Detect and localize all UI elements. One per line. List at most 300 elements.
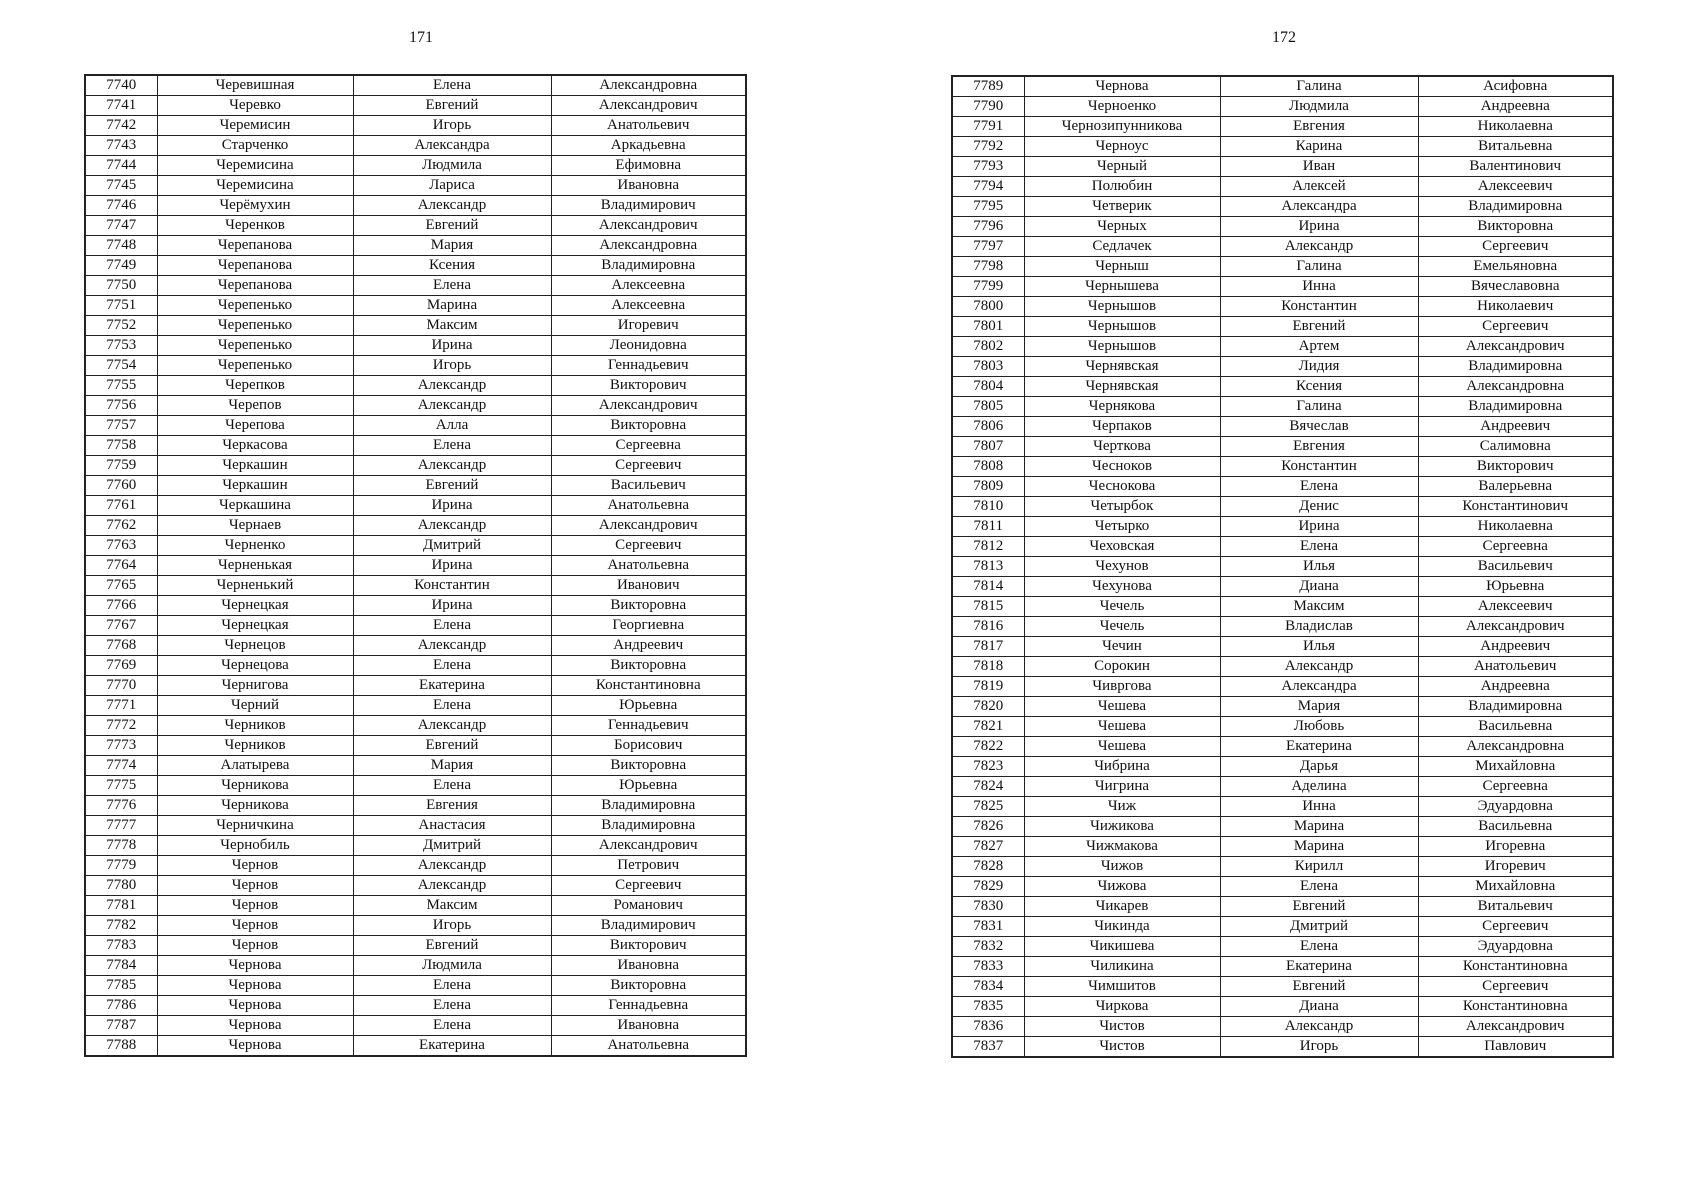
- table-row: [952, 217, 1613, 237]
- patronymic-cell: Александрович: [1418, 1017, 1613, 1037]
- patronymic-cell: Викторович: [1418, 457, 1613, 477]
- first-name-cell: Алексей: [1220, 177, 1418, 197]
- row-number-cell: 7753: [85, 336, 157, 356]
- patronymic-cell: Михайловна: [1418, 757, 1613, 777]
- table-row: [952, 437, 1613, 457]
- table-row: [952, 117, 1613, 137]
- row-number-cell: 7758: [85, 436, 157, 456]
- surname-cell: Черемисин: [157, 116, 353, 136]
- table-row: [952, 657, 1613, 677]
- patronymic-cell: Алексеевна: [551, 296, 746, 316]
- row-number-cell: 7741: [85, 96, 157, 116]
- row-number-cell: 7747: [85, 216, 157, 236]
- row-number-cell: 7811: [952, 517, 1024, 537]
- first-name-cell: Людмила: [1220, 97, 1418, 117]
- row-number-cell: 7821: [952, 717, 1024, 737]
- first-name-cell: Александра: [353, 136, 551, 156]
- patronymic-cell: Александрович: [551, 96, 746, 116]
- first-name-cell: Инна: [1220, 277, 1418, 297]
- first-name-cell: Людмила: [353, 156, 551, 176]
- register-table-right: [951, 75, 1614, 1058]
- first-name-cell: Александр: [353, 876, 551, 896]
- surname-cell: Чернецова: [157, 656, 353, 676]
- table-row: [952, 417, 1613, 437]
- table-row: [952, 397, 1613, 417]
- row-number-cell: 7791: [952, 117, 1024, 137]
- table-row: [85, 196, 746, 216]
- table-row: [85, 936, 746, 956]
- patronymic-cell: Иванович: [551, 576, 746, 596]
- row-number-cell: 7809: [952, 477, 1024, 497]
- table-row: [952, 577, 1613, 597]
- table-row: [952, 737, 1613, 757]
- row-number-cell: 7769: [85, 656, 157, 676]
- patronymic-cell: Владимировна: [551, 256, 746, 276]
- row-number-cell: 7831: [952, 917, 1024, 937]
- surname-cell: Чиркова: [1024, 997, 1220, 1017]
- table-row: [952, 97, 1613, 117]
- row-number-cell: 7743: [85, 136, 157, 156]
- table-row: [85, 75, 746, 96]
- surname-cell: Чивргова: [1024, 677, 1220, 697]
- patronymic-cell: Николаевна: [1418, 117, 1613, 137]
- surname-cell: Чимшитов: [1024, 977, 1220, 997]
- first-name-cell: Артем: [1220, 337, 1418, 357]
- surname-cell: Чикинда: [1024, 917, 1220, 937]
- surname-cell: Чернозипунникова: [1024, 117, 1220, 137]
- patronymic-cell: Сергеевна: [1418, 777, 1613, 797]
- patronymic-cell: Викторовна: [551, 756, 746, 776]
- patronymic-cell: Алексеевич: [1418, 597, 1613, 617]
- patronymic-cell: Александровна: [1418, 377, 1613, 397]
- table-row: [85, 1036, 746, 1057]
- patronymic-cell: Сергеевна: [551, 436, 746, 456]
- surname-cell: Черепенько: [157, 316, 353, 336]
- first-name-cell: Елена: [353, 696, 551, 716]
- row-number-cell: 7835: [952, 997, 1024, 1017]
- surname-cell: Чеснокова: [1024, 477, 1220, 497]
- table-row: [952, 977, 1613, 997]
- row-number-cell: 7788: [85, 1036, 157, 1057]
- row-number-cell: 7751: [85, 296, 157, 316]
- table-row: [85, 216, 746, 236]
- row-number-cell: 7834: [952, 977, 1024, 997]
- row-number-cell: 7766: [85, 596, 157, 616]
- row-number-cell: 7762: [85, 516, 157, 536]
- row-number-cell: 7818: [952, 657, 1024, 677]
- first-name-cell: Елена: [353, 276, 551, 296]
- row-number-cell: 7796: [952, 217, 1024, 237]
- table-row: [85, 876, 746, 896]
- patronymic-cell: Сергеевич: [1418, 237, 1613, 257]
- row-number-cell: 7819: [952, 677, 1024, 697]
- patronymic-cell: Анатольевич: [1418, 657, 1613, 677]
- surname-cell: Чернявская: [1024, 357, 1220, 377]
- first-name-cell: Игорь: [353, 916, 551, 936]
- patronymic-cell: Сергеевич: [1418, 317, 1613, 337]
- patronymic-cell: Сергеевна: [1418, 537, 1613, 557]
- row-number-cell: 7783: [85, 936, 157, 956]
- row-number-cell: 7748: [85, 236, 157, 256]
- patronymic-cell: Борисович: [551, 736, 746, 756]
- surname-cell: Черкашин: [157, 476, 353, 496]
- surname-cell: Чиликина: [1024, 957, 1220, 977]
- first-name-cell: Евгений: [1220, 897, 1418, 917]
- surname-cell: Чижова: [1024, 877, 1220, 897]
- first-name-cell: Ксения: [1220, 377, 1418, 397]
- patronymic-cell: Романович: [551, 896, 746, 916]
- patronymic-cell: Владимировна: [1418, 357, 1613, 377]
- surname-cell: Черненко: [157, 536, 353, 556]
- first-name-cell: Мария: [353, 236, 551, 256]
- table-row: [85, 496, 746, 516]
- table-row: [952, 837, 1613, 857]
- table-row: [85, 676, 746, 696]
- surname-cell: Чернаев: [157, 516, 353, 536]
- patronymic-cell: Константиновна: [551, 676, 746, 696]
- row-number-cell: 7754: [85, 356, 157, 376]
- patronymic-cell: Владимировна: [551, 816, 746, 836]
- table-row: [952, 697, 1613, 717]
- row-number-cell: 7804: [952, 377, 1024, 397]
- patronymic-cell: Андреевич: [551, 636, 746, 656]
- surname-cell: Чигрина: [1024, 777, 1220, 797]
- surname-cell: Чехунова: [1024, 577, 1220, 597]
- row-number-cell: 7763: [85, 536, 157, 556]
- patronymic-cell: Юрьевна: [551, 776, 746, 796]
- row-number-cell: 7823: [952, 757, 1024, 777]
- surname-cell: Четверик: [1024, 197, 1220, 217]
- patronymic-cell: Салимовна: [1418, 437, 1613, 457]
- first-name-cell: Александр: [1220, 1017, 1418, 1037]
- first-name-cell: Лидия: [1220, 357, 1418, 377]
- surname-cell: Черных: [1024, 217, 1220, 237]
- surname-cell: Чернецкая: [157, 616, 353, 636]
- patronymic-cell: Емельяновна: [1418, 257, 1613, 277]
- first-name-cell: Евгений: [1220, 977, 1418, 997]
- patronymic-cell: Александрович: [551, 216, 746, 236]
- surname-cell: Черникова: [157, 776, 353, 796]
- patronymic-cell: Витальевна: [1418, 137, 1613, 157]
- first-name-cell: Марина: [1220, 817, 1418, 837]
- first-name-cell: Елена: [353, 436, 551, 456]
- first-name-cell: Аделина: [1220, 777, 1418, 797]
- table-row: [85, 716, 746, 736]
- patronymic-cell: Владимировна: [1418, 197, 1613, 217]
- table-row: [85, 536, 746, 556]
- patronymic-cell: Ефимовна: [551, 156, 746, 176]
- patronymic-cell: Эдуардовна: [1418, 937, 1613, 957]
- surname-cell: Чечель: [1024, 617, 1220, 637]
- first-name-cell: Евгения: [1220, 117, 1418, 137]
- row-number-cell: 7774: [85, 756, 157, 776]
- patronymic-cell: Сергеевич: [1418, 917, 1613, 937]
- row-number-cell: 7784: [85, 956, 157, 976]
- row-number-cell: 7759: [85, 456, 157, 476]
- surname-cell: Черничкина: [157, 816, 353, 836]
- row-number-cell: 7797: [952, 237, 1024, 257]
- patronymic-cell: Андреевна: [1418, 677, 1613, 697]
- row-number-cell: 7780: [85, 876, 157, 896]
- surname-cell: Чесноков: [1024, 457, 1220, 477]
- table-row: [952, 297, 1613, 317]
- first-name-cell: Елена: [1220, 877, 1418, 897]
- patronymic-cell: Васильевич: [551, 476, 746, 496]
- patronymic-cell: Владимирович: [551, 916, 746, 936]
- surname-cell: Черников: [157, 736, 353, 756]
- surname-cell: Черноенко: [1024, 97, 1220, 117]
- surname-cell: Чикарев: [1024, 897, 1220, 917]
- patronymic-cell: Александрович: [551, 836, 746, 856]
- row-number-cell: 7775: [85, 776, 157, 796]
- first-name-cell: Евгения: [353, 796, 551, 816]
- table-row: [85, 836, 746, 856]
- surname-cell: Четырбок: [1024, 497, 1220, 517]
- first-name-cell: Елена: [353, 776, 551, 796]
- row-number-cell: 7742: [85, 116, 157, 136]
- first-name-cell: Диана: [1220, 997, 1418, 1017]
- patronymic-cell: Сергеевич: [551, 536, 746, 556]
- surname-cell: Полюбин: [1024, 177, 1220, 197]
- first-name-cell: Ирина: [1220, 517, 1418, 537]
- table-row: [85, 756, 746, 776]
- surname-cell: Чешева: [1024, 737, 1220, 757]
- surname-cell: Чиж: [1024, 797, 1220, 817]
- first-name-cell: Илья: [1220, 637, 1418, 657]
- surname-cell: Чеховская: [1024, 537, 1220, 557]
- first-name-cell: Елена: [353, 976, 551, 996]
- patronymic-cell: Сергеевич: [1418, 977, 1613, 997]
- first-name-cell: Дмитрий: [353, 536, 551, 556]
- table-row: [85, 596, 746, 616]
- patronymic-cell: Павлович: [1418, 1037, 1613, 1058]
- patronymic-cell: Игоревич: [551, 316, 746, 336]
- patronymic-cell: Анатольевич: [551, 116, 746, 136]
- row-number-cell: 7757: [85, 416, 157, 436]
- row-number-cell: 7740: [85, 75, 157, 96]
- first-name-cell: Диана: [1220, 577, 1418, 597]
- surname-cell: Чернышева: [1024, 277, 1220, 297]
- first-name-cell: Александр: [353, 456, 551, 476]
- row-number-cell: 7826: [952, 817, 1024, 837]
- surname-cell: Чернецов: [157, 636, 353, 656]
- table-row: [952, 457, 1613, 477]
- table-row: [952, 337, 1613, 357]
- row-number-cell: 7786: [85, 996, 157, 1016]
- first-name-cell: Дмитрий: [353, 836, 551, 856]
- surname-cell: Черникова: [157, 796, 353, 816]
- row-number-cell: 7778: [85, 836, 157, 856]
- first-name-cell: Ирина: [353, 596, 551, 616]
- row-number-cell: 7752: [85, 316, 157, 336]
- first-name-cell: Мария: [353, 756, 551, 776]
- row-number-cell: 7806: [952, 417, 1024, 437]
- row-number-cell: 7822: [952, 737, 1024, 757]
- table-row: [85, 576, 746, 596]
- surname-cell: Чернецкая: [157, 596, 353, 616]
- table-row: [85, 556, 746, 576]
- patronymic-cell: Александрович: [1418, 617, 1613, 637]
- patronymic-cell: Юрьевна: [551, 696, 746, 716]
- row-number-cell: 7777: [85, 816, 157, 836]
- table-row: [85, 516, 746, 536]
- row-number-cell: 7756: [85, 396, 157, 416]
- page-number-right: 172: [1272, 29, 1296, 46]
- first-name-cell: Марина: [1220, 837, 1418, 857]
- patronymic-cell: Ивановна: [551, 956, 746, 976]
- table-row: [85, 916, 746, 936]
- patronymic-cell: Владимировна: [1418, 397, 1613, 417]
- surname-cell: Седлачек: [1024, 237, 1220, 257]
- first-name-cell: Елена: [1220, 477, 1418, 497]
- table-row: [85, 696, 746, 716]
- table-row: [952, 557, 1613, 577]
- surname-cell: Чернышов: [1024, 297, 1220, 317]
- row-number-cell: 7798: [952, 257, 1024, 277]
- first-name-cell: Владислав: [1220, 617, 1418, 637]
- row-number-cell: 7816: [952, 617, 1024, 637]
- first-name-cell: Александр: [353, 716, 551, 736]
- table-row: [952, 257, 1613, 277]
- row-number-cell: 7828: [952, 857, 1024, 877]
- table-row: [952, 537, 1613, 557]
- surname-cell: Черенков: [157, 216, 353, 236]
- first-name-cell: Александра: [1220, 197, 1418, 217]
- table-row: [85, 476, 746, 496]
- patronymic-cell: Александрович: [1418, 337, 1613, 357]
- patronymic-cell: Васильевич: [1418, 557, 1613, 577]
- surname-cell: Чикишева: [1024, 937, 1220, 957]
- surname-cell: Черепенько: [157, 296, 353, 316]
- table-row: [952, 477, 1613, 497]
- surname-cell: Чернышов: [1024, 337, 1220, 357]
- first-name-cell: Екатерина: [353, 676, 551, 696]
- row-number-cell: 7755: [85, 376, 157, 396]
- table-row: [85, 796, 746, 816]
- first-name-cell: Константин: [1220, 457, 1418, 477]
- first-name-cell: Елена: [353, 1016, 551, 1036]
- table-row: [952, 937, 1613, 957]
- first-name-cell: Евгения: [1220, 437, 1418, 457]
- table-row: [952, 76, 1613, 97]
- surname-cell: Черненькая: [157, 556, 353, 576]
- table-row: [952, 1017, 1613, 1037]
- table-row: [952, 617, 1613, 637]
- first-name-cell: Игорь: [353, 116, 551, 136]
- first-name-cell: Александра: [1220, 677, 1418, 697]
- first-name-cell: Елена: [353, 656, 551, 676]
- table-row: [952, 797, 1613, 817]
- table-row: [85, 316, 746, 336]
- table-row: [85, 1016, 746, 1036]
- patronymic-cell: Александрович: [551, 516, 746, 536]
- table-row: [952, 157, 1613, 177]
- table-row: [85, 656, 746, 676]
- first-name-cell: Ирина: [353, 496, 551, 516]
- first-name-cell: Дмитрий: [1220, 917, 1418, 937]
- table-row: [952, 137, 1613, 157]
- row-number-cell: 7801: [952, 317, 1024, 337]
- table-row: [85, 776, 746, 796]
- patronymic-cell: Владимировна: [551, 796, 746, 816]
- patronymic-cell: Игоревич: [1418, 857, 1613, 877]
- first-name-cell: Мария: [1220, 697, 1418, 717]
- patronymic-cell: Владимировна: [1418, 697, 1613, 717]
- patronymic-cell: Александрович: [551, 396, 746, 416]
- surname-cell: Чибрина: [1024, 757, 1220, 777]
- patronymic-cell: Геннадьевич: [551, 356, 746, 376]
- patronymic-cell: Сергеевич: [551, 876, 746, 896]
- table-row: [85, 976, 746, 996]
- patronymic-cell: Константиновна: [1418, 997, 1613, 1017]
- row-number-cell: 7768: [85, 636, 157, 656]
- row-number-cell: 7771: [85, 696, 157, 716]
- surname-cell: Чистов: [1024, 1017, 1220, 1037]
- surname-cell: Черный: [1024, 157, 1220, 177]
- surname-cell: Черёмухин: [157, 196, 353, 216]
- first-name-cell: Александр: [353, 376, 551, 396]
- first-name-cell: Екатерина: [1220, 737, 1418, 757]
- surname-cell: Черкасова: [157, 436, 353, 456]
- table-row: [85, 96, 746, 116]
- row-number-cell: 7817: [952, 637, 1024, 657]
- first-name-cell: Максим: [1220, 597, 1418, 617]
- patronymic-cell: Викторовна: [551, 656, 746, 676]
- surname-cell: Черкашина: [157, 496, 353, 516]
- patronymic-cell: Валентинович: [1418, 157, 1613, 177]
- first-name-cell: Максим: [353, 316, 551, 336]
- surname-cell: Чехунов: [1024, 557, 1220, 577]
- first-name-cell: Марина: [353, 296, 551, 316]
- first-name-cell: Александр: [1220, 237, 1418, 257]
- row-number-cell: 7764: [85, 556, 157, 576]
- first-name-cell: Алла: [353, 416, 551, 436]
- patronymic-cell: Викторович: [551, 936, 746, 956]
- first-name-cell: Евгений: [353, 936, 551, 956]
- row-number-cell: 7772: [85, 716, 157, 736]
- row-number-cell: 7800: [952, 297, 1024, 317]
- row-number-cell: 7807: [952, 437, 1024, 457]
- first-name-cell: Любовь: [1220, 717, 1418, 737]
- table-row: [952, 997, 1613, 1017]
- row-number-cell: 7803: [952, 357, 1024, 377]
- patronymic-cell: Эдуардовна: [1418, 797, 1613, 817]
- row-number-cell: 7799: [952, 277, 1024, 297]
- patronymic-cell: Васильевна: [1418, 717, 1613, 737]
- first-name-cell: Елена: [1220, 937, 1418, 957]
- patronymic-cell: Георгиевна: [551, 616, 746, 636]
- patronymic-cell: Ивановна: [551, 176, 746, 196]
- patronymic-cell: Асифовна: [1418, 76, 1613, 97]
- first-name-cell: Константин: [353, 576, 551, 596]
- table-row: [952, 637, 1613, 657]
- table-row: [952, 497, 1613, 517]
- surname-cell: Чешева: [1024, 697, 1220, 717]
- row-number-cell: 7825: [952, 797, 1024, 817]
- surname-cell: Черепанова: [157, 256, 353, 276]
- row-number-cell: 7745: [85, 176, 157, 196]
- table-row: [952, 817, 1613, 837]
- first-name-cell: Екатерина: [353, 1036, 551, 1057]
- table-row: [85, 296, 746, 316]
- patronymic-cell: Викторовна: [551, 976, 746, 996]
- row-number-cell: 7750: [85, 276, 157, 296]
- patronymic-cell: Аркадьевна: [551, 136, 746, 156]
- page-number-left: 171: [409, 29, 433, 46]
- patronymic-cell: Николаевич: [1418, 297, 1613, 317]
- table-row: [952, 857, 1613, 877]
- patronymic-cell: Андреевна: [1418, 97, 1613, 117]
